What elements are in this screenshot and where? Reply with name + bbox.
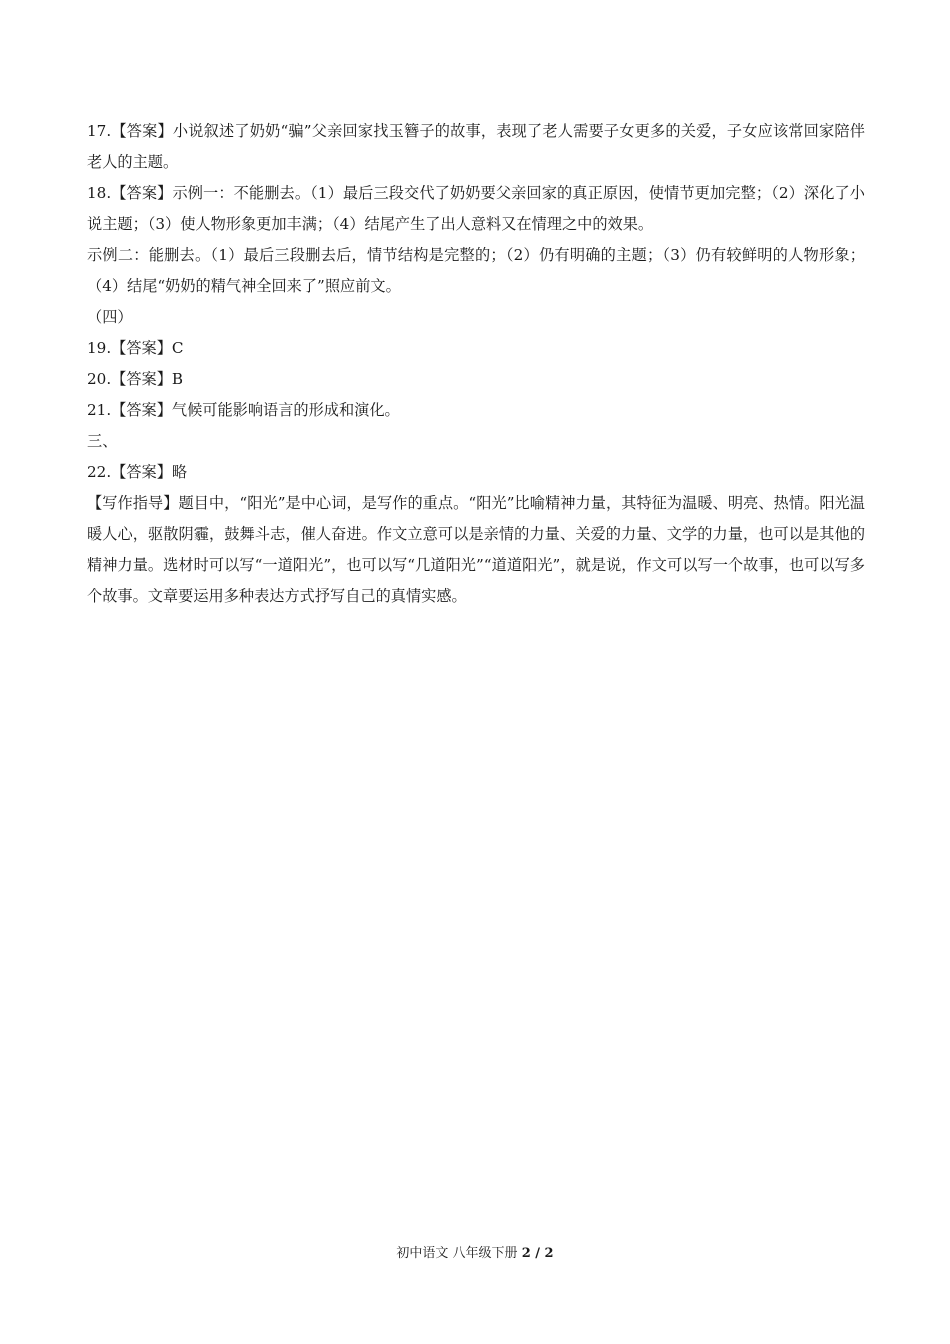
page-footer (0, 1245, 950, 1263)
answer-18-example-2: 示例二：能删去。（1）最后三段删去后，情节结构是完整的；（2）仍有明确的主题；（3）仍有较鲜明的人物形象；（4）结尾“奶奶的精气神全回来了”照应前文。 (87, 246, 865, 295)
section-heading-4: （四） (87, 308, 133, 326)
answer-18-example-1: 18.【答案】示例一：不能删去。（1）最后三段交代了奶奶要父亲回家的真正原因，使情节更加完整；（2）深化了小说主题；（3）使人物形象更加丰满；（4）结尾产生了出人意料又在情理之中的效果。 (87, 184, 865, 233)
answer-19: 19.【答案】C (87, 339, 184, 357)
writing-guidance: 【写作指导】题目中，“阳光”是中心词，是写作的重点。“阳光”比喻精神力量，其特征为温暖、明亮、热情。阳光温暖人心，驱散阴霾，鼓舞斗志，催人奋进。作文立意可以是亲情的力量、关爱的力量、文学的力量，也可以是其他的精神力量。选材时可以写“一道阳光”，也可以写“几道阳光”“道道阳光”，就是说，作文可以写一个故事，也可以写多个故事。文章要运用多种表达方式抒写自己的真情实感。 (87, 494, 865, 605)
answer-20: 20.【答案】B (87, 370, 184, 388)
section-heading-3: 三、 (87, 432, 118, 450)
answer-21: 21.【答案】气候可能影响语言的形成和演化。 (87, 401, 400, 419)
document-body (87, 116, 865, 612)
page-number: 2 / 2 (521, 1246, 554, 1261)
answer-17: 17.【答案】小说叙述了奶奶“骗”父亲回家找玉簪子的故事，表现了老人需要子女更多的关爱，子女应该常回家陪伴老人的主题。 (87, 122, 865, 171)
answer-22: 22.【答案】略 (87, 463, 188, 481)
footer-label: 初中语文 八年级下册 (396, 1246, 518, 1261)
